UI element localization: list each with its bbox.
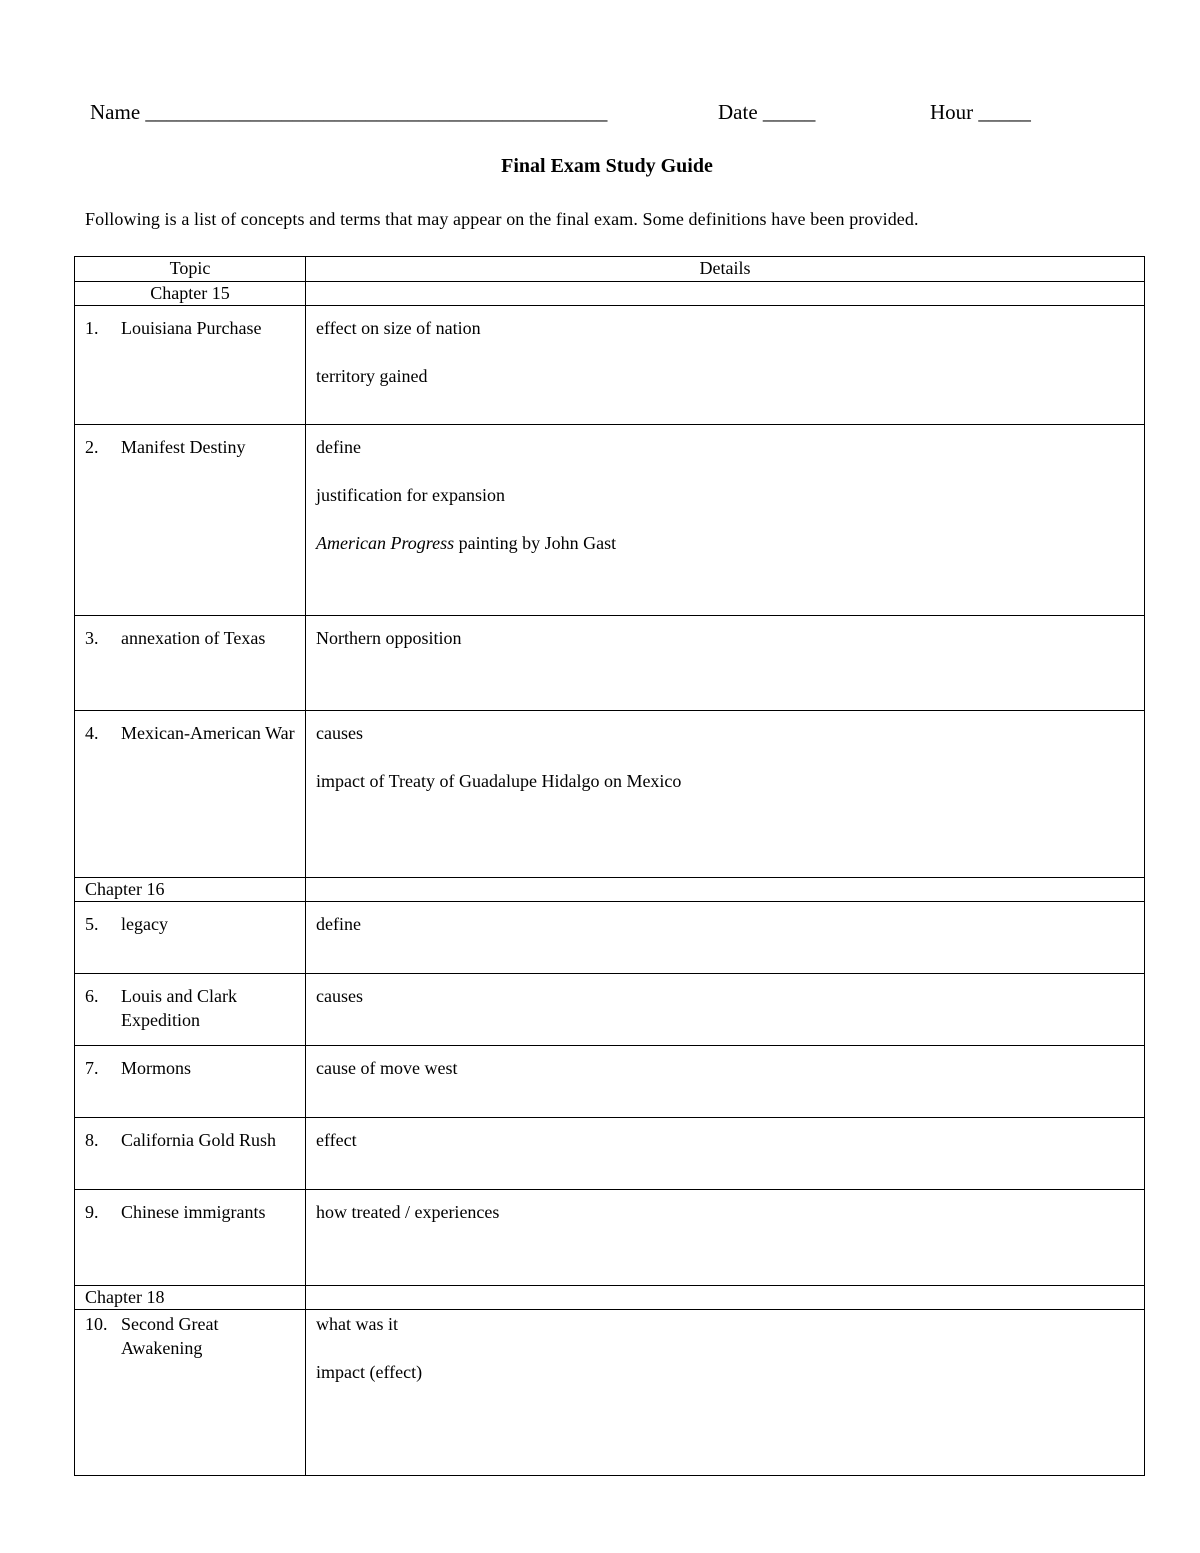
study-guide-table <box>74 256 1145 1476</box>
detail-prompt: define <box>316 437 361 457</box>
intro-text: Following is a list of concepts and terms that may appear on the final exam. Some definitions have been provided. <box>85 209 919 229</box>
chapter-row <box>75 878 1145 902</box>
topic-cell <box>75 974 306 1046</box>
chapter-row <box>75 282 1145 306</box>
detail-prompt: effect <box>316 1130 357 1150</box>
topic-cell <box>75 425 306 616</box>
table-row <box>75 974 1145 1046</box>
detail-prompt: cause of move west <box>316 1058 458 1078</box>
details-cell[interactable] <box>306 306 1145 425</box>
detail-prompt: territory gained <box>316 366 428 386</box>
table-row <box>75 1310 1145 1476</box>
topic-number: 6. <box>85 986 99 1006</box>
table-row <box>75 425 1145 616</box>
painting-caption: painting by John Gast <box>454 533 617 553</box>
details-cell[interactable] <box>306 425 1145 616</box>
details-cell[interactable] <box>306 1310 1145 1476</box>
topic-number: 9. <box>85 1202 99 1222</box>
topic-number: 3. <box>85 628 99 648</box>
topic-cell <box>75 306 306 425</box>
details-cell[interactable] <box>306 711 1145 878</box>
detail-prompt: justification for expansion <box>316 485 505 505</box>
detail-prompt: causes <box>316 723 363 743</box>
chapter-details-blank[interactable] <box>306 878 1145 902</box>
details-cell[interactable] <box>306 1190 1145 1286</box>
topic-text: Louis and Clark Expedition <box>121 986 237 1030</box>
topic-number: 10. <box>85 1314 108 1334</box>
chapter-label: Chapter 16 <box>75 878 306 902</box>
topic-cell <box>75 616 306 711</box>
student-info-line <box>0 100 1200 130</box>
table-row <box>75 1046 1145 1118</box>
detail-prompt: Northern opposition <box>316 628 462 648</box>
topic-text: Louisiana Purchase <box>121 318 262 338</box>
table-row <box>75 1118 1145 1190</box>
column-header-details: Details <box>306 257 1145 282</box>
painting-title: American Progress <box>316 533 455 553</box>
hour-field[interactable]: Hour _____ <box>930 100 1031 124</box>
topic-text: legacy <box>121 914 168 934</box>
table-row <box>75 1190 1145 1286</box>
chapter-details-blank[interactable] <box>306 282 1145 306</box>
topic-number: 2. <box>85 437 99 457</box>
topic-text: Chinese immigrants <box>121 1202 266 1222</box>
detail-prompt: effect on size of nation <box>316 318 481 338</box>
date-field[interactable]: Date _____ <box>718 100 816 124</box>
topic-number: 4. <box>85 723 99 743</box>
column-header-topic: Topic <box>75 257 306 282</box>
details-cell[interactable] <box>306 1046 1145 1118</box>
topic-text: Mexican-American War <box>121 723 295 743</box>
chapter-label: Chapter 18 <box>75 1286 306 1310</box>
page-title: Final Exam Study Guide <box>501 155 713 177</box>
topic-text: California Gold Rush <box>121 1130 276 1150</box>
topic-text: Manifest Destiny <box>121 437 246 457</box>
topic-cell <box>75 1046 306 1118</box>
detail-prompt: impact (effect) <box>316 1362 423 1382</box>
topic-text: Second Great Awakening <box>121 1314 219 1358</box>
detail-prompt: how treated / experiences <box>316 1202 500 1222</box>
detail-prompt: causes <box>316 986 363 1006</box>
topic-cell <box>75 1190 306 1286</box>
table-row <box>75 616 1145 711</box>
detail-prompt: define <box>316 914 361 934</box>
chapter-details-blank[interactable] <box>306 1286 1145 1310</box>
topic-cell <box>75 711 306 878</box>
table-header-row <box>75 257 1145 282</box>
table-row <box>75 902 1145 974</box>
chapter-label: Chapter 15 <box>75 282 306 306</box>
topic-number: 1. <box>85 318 99 338</box>
topic-cell <box>75 1310 306 1476</box>
details-cell[interactable] <box>306 616 1145 711</box>
topic-cell <box>75 1118 306 1190</box>
detail-prompt <box>316 531 1136 555</box>
chapter-row <box>75 1286 1145 1310</box>
topic-text: Mormons <box>121 1058 192 1078</box>
topic-number: 8. <box>85 1130 99 1150</box>
table-row <box>75 306 1145 425</box>
details-cell[interactable] <box>306 1118 1145 1190</box>
detail-prompt: what was it <box>316 1314 398 1334</box>
details-cell[interactable] <box>306 974 1145 1046</box>
name-field[interactable]: Name ____________________________________________ <box>90 100 608 124</box>
topic-cell <box>75 902 306 974</box>
topic-number: 5. <box>85 914 99 934</box>
detail-prompt: impact of Treaty of Guadalupe Hidalgo on Mexico <box>316 771 682 791</box>
topic-text: annexation of Texas <box>121 628 266 648</box>
topic-number: 7. <box>85 1058 99 1078</box>
table-row <box>75 711 1145 878</box>
details-cell[interactable] <box>306 902 1145 974</box>
